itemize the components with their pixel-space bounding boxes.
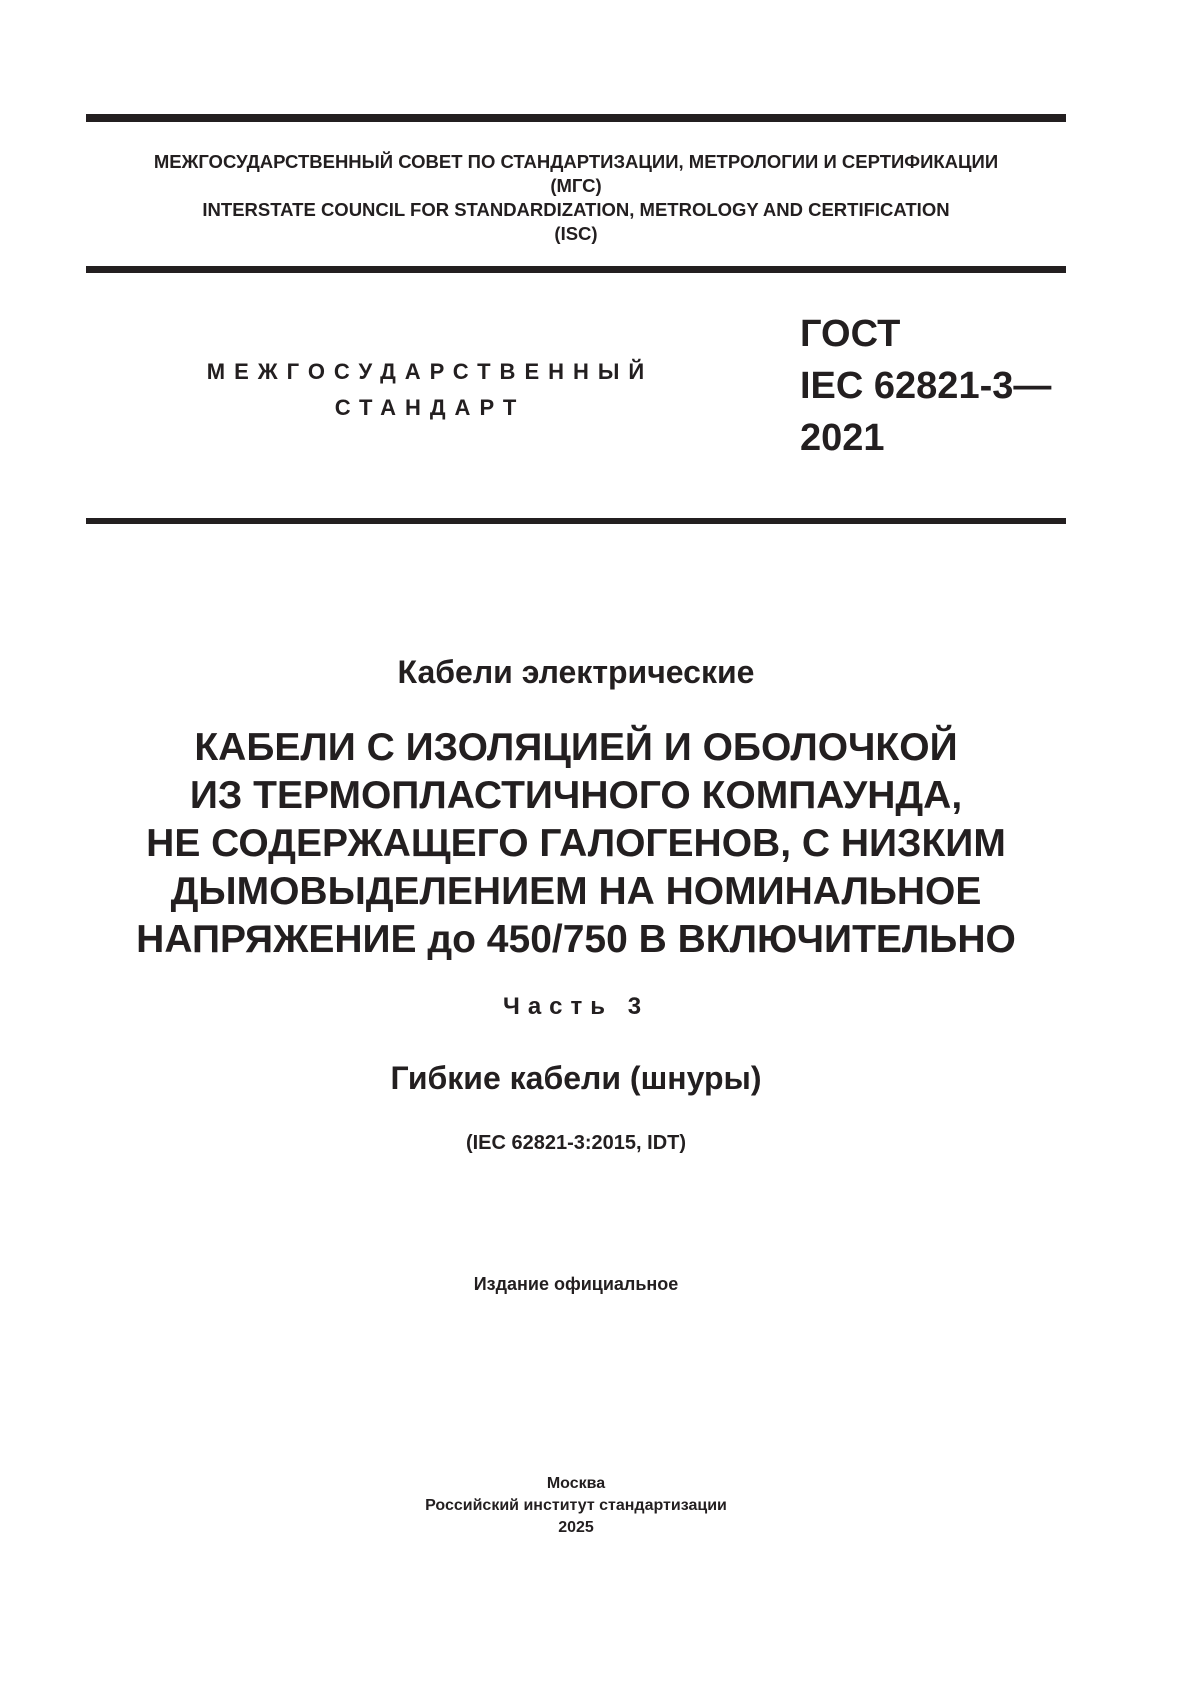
designation-line-1: ГОСТ bbox=[800, 313, 901, 355]
publisher-year: 2025 bbox=[558, 1519, 594, 1536]
council-header bbox=[86, 150, 1066, 246]
council-abbr-ru: (МГС) bbox=[550, 175, 602, 196]
bottom-rule bbox=[86, 518, 1066, 524]
standard-kind-line-1: МЕЖГОСУДАРСТВЕННЫЙ bbox=[206, 359, 654, 384]
main-title-line: ДЫМОВЫДЕЛЕНИЕМ НА НОМИНАЛЬНОЕ bbox=[170, 870, 982, 913]
part-number: Часть 3 bbox=[502, 993, 650, 1020]
standard-kind-line-2: СТАНДАРТ bbox=[334, 395, 526, 420]
council-name-ru: МЕЖГОСУДАРСТВЕННЫЙ СОВЕТ ПО СТАНДАРТИЗАЦИИ, МЕТРОЛОГИИ И СЕРТИФИКАЦИИ bbox=[153, 151, 999, 172]
publisher-city: Москва bbox=[546, 1475, 606, 1492]
edition-note: Издание официальное bbox=[473, 1274, 679, 1294]
designation-line-2: IEC 62821-3— bbox=[800, 365, 1052, 407]
standard-kind bbox=[180, 354, 680, 426]
iec-reference: (IEC 62821-3:2015, IDT) bbox=[465, 1132, 687, 1154]
general-title: Кабели электрические bbox=[397, 654, 755, 690]
standard-designation bbox=[800, 308, 1051, 464]
main-title-line: ИЗ ТЕРМОПЛАСТИЧНОГО КОМПАУНДА, bbox=[189, 774, 963, 817]
middle-rule bbox=[86, 266, 1066, 273]
publisher-institute: Российский институт стандартизации bbox=[425, 1497, 727, 1514]
council-name-en: INTERSTATE COUNCIL FOR STANDARDIZATION, METROLOGY AND CERTIFICATION bbox=[202, 199, 950, 220]
main-title-line: НЕ СОДЕРЖАЩЕГО ГАЛОГЕНОВ, С НИЗКИМ bbox=[146, 822, 1006, 865]
part-title: Гибкие кабели (шнуры) bbox=[390, 1060, 762, 1096]
main-title-line: НАПРЯЖЕНИЕ до 450/750 В ВКЛЮЧИТЕЛЬНО bbox=[136, 918, 1016, 961]
main-title bbox=[86, 724, 1066, 964]
main-title-line: КАБЕЛИ С ИЗОЛЯЦИЕЙ И ОБОЛОЧКОЙ bbox=[194, 726, 958, 769]
designation-line-3: 2021 bbox=[800, 417, 885, 459]
council-abbr-en: (ISC) bbox=[554, 223, 598, 244]
publisher-block bbox=[86, 1473, 1066, 1539]
top-rule bbox=[86, 114, 1066, 122]
